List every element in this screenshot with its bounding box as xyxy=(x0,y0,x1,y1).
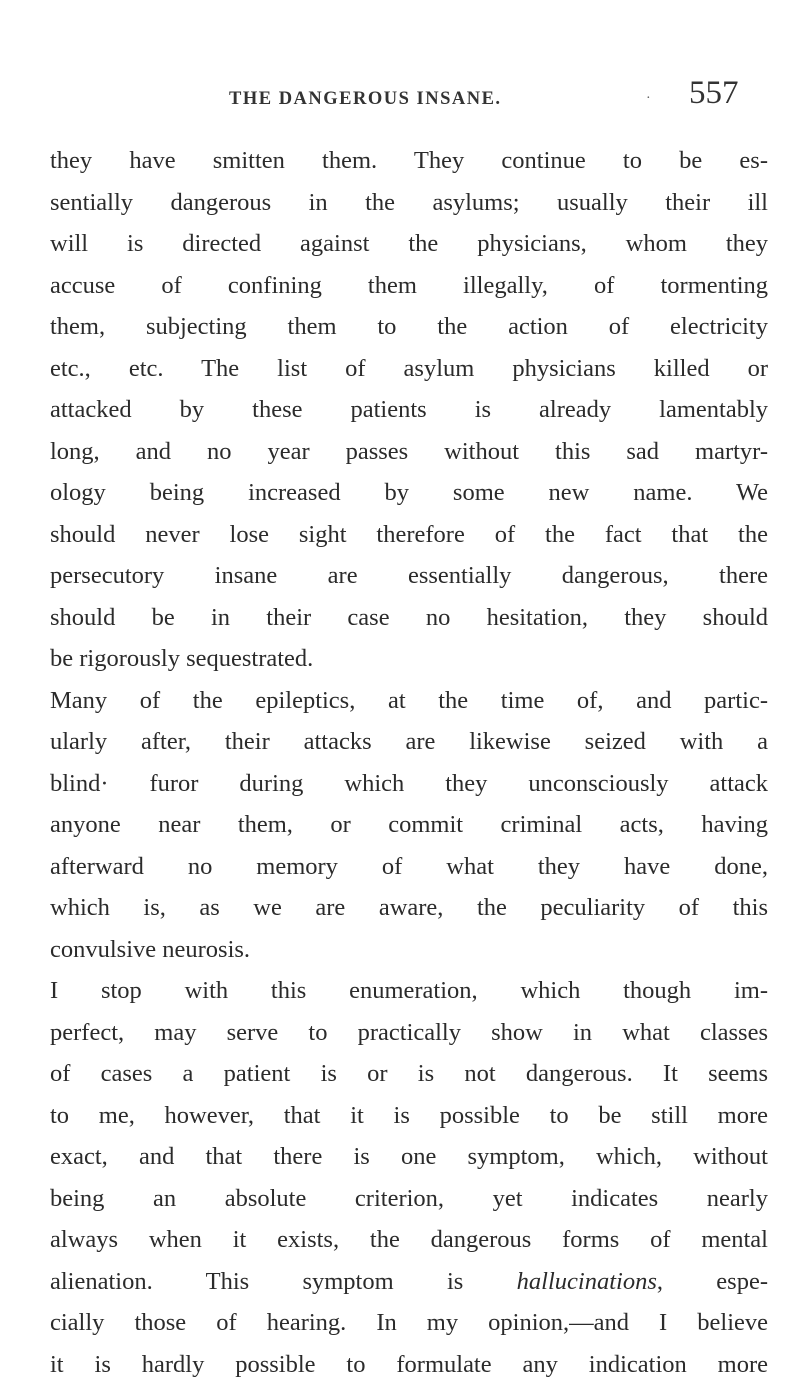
text-line: ularly after, their attacks are likewise seized with a xyxy=(50,721,768,763)
text-line: attacked by these patients is already lamentably xyxy=(50,389,768,431)
text-line: should never lose sight therefore of the fact that the xyxy=(50,514,768,556)
text-line: ology being increased by some new name. We xyxy=(50,472,768,514)
text-segment: alienation. This symptom is xyxy=(50,1268,517,1295)
text-line: which is, as we are aware, the peculiarity of this xyxy=(50,887,768,929)
text-line: Many of the epileptics, at the time of, and partic- xyxy=(50,680,768,722)
text-line: of cases a patient is or is not dangerous. It seems xyxy=(50,1053,768,1095)
text-line: cially those of hearing. In my opinion,—and I believe xyxy=(50,1302,768,1344)
text-line: blind· furor during which they unconsciously attack xyxy=(50,763,768,805)
text-line: should be in their case no hesitation, they should xyxy=(50,597,768,639)
text-line: to me, however, that it is possible to be still more xyxy=(50,1095,768,1137)
text-line: persecutory insane are essentially dangerous, there xyxy=(50,555,768,597)
text-line: accuse of confining them illegally, of tormenting xyxy=(50,265,768,307)
text-line: they have smitten them. They continue to be es- xyxy=(50,140,768,182)
italic-term: hallucinations xyxy=(517,1268,657,1295)
text-line: afterward no memory of what they have done, xyxy=(50,846,768,888)
text-line: will is directed against the physicians, whom they xyxy=(50,223,768,265)
text-line: exact, and that there is one symptom, which, without xyxy=(50,1136,768,1178)
text-line: being an absolute criterion, yet indicates nearly xyxy=(50,1178,768,1220)
text-line: be rigorously sequestrated. xyxy=(50,638,768,680)
text-line: always when it exists, the dangerous forms of mental xyxy=(50,1219,768,1261)
text-line: anyone near them, or commit criminal acts, having xyxy=(50,804,768,846)
text-segment: , espe- xyxy=(657,1268,768,1295)
running-head: THE DANGEROUS INSANE. xyxy=(229,89,502,110)
text-line: I stop with this enumeration, which though im- xyxy=(50,970,768,1012)
text-line: etc., etc. The list of asylum physicians killed or xyxy=(50,348,768,390)
page-number: 557 xyxy=(689,75,739,112)
text-line: convulsive neurosis. xyxy=(50,929,768,971)
text-line: them, subjecting them to the action of electricity xyxy=(50,306,768,348)
text-line-mixed xyxy=(50,1261,768,1303)
header-mark: · xyxy=(646,91,651,107)
text-line: long, and no year passes without this sad martyr- xyxy=(50,431,768,473)
text-line: sentially dangerous in the asylums; usually their ill xyxy=(50,182,768,224)
text-line: perfect, may serve to practically show in what classes xyxy=(50,1012,768,1054)
page-header xyxy=(0,75,800,115)
body-text xyxy=(50,140,768,1385)
text-line: it is hardly possible to formulate any indication more xyxy=(50,1344,768,1385)
